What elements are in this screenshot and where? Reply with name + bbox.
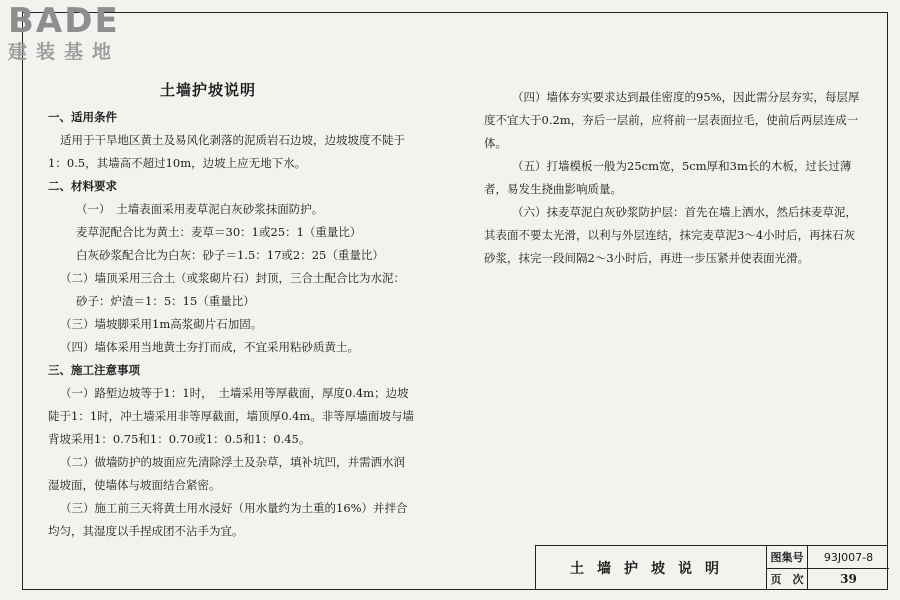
page-number-value: 39 bbox=[840, 572, 857, 586]
page-number-label: 页 次 bbox=[767, 568, 808, 590]
section-heading: 三、施工注意事项 bbox=[48, 363, 140, 377]
paragraph: 白灰砂浆配合比为白灰：砂子＝1.5：17或2：25（重量比） bbox=[76, 248, 384, 262]
title-block bbox=[535, 545, 888, 590]
atlas-number-value: 93J007-8 bbox=[823, 550, 874, 564]
paragraph: （四）墙体夯实要求达到最佳密度的95%，因此需分层夯实，每层厚度不宜大于0.2m，夯后一层前，应将前一层表面拉毛，使前后两层连成一体。 bbox=[484, 90, 860, 150]
paragraph: （六）抹麦草泥白灰砂浆防护层：首先在墙上洒水，然后抹麦草泥，其表面不要太光滑，以利与外层连结，抹完麦草泥3～4小时后，再抹石灰砂浆，抹完一段间隔2～3小时后，再进一步压紧并使表面光滑。 bbox=[484, 205, 857, 265]
paragraph: 适用于干旱地区黄土及易风化剥落的泥质岩石边坡，边坡坡度不陡于1：0.5，其墙高不超过10m，边坡上应无地下水。 bbox=[48, 133, 405, 170]
paragraph: （四）墙体采用当地黄土夯打而成，不宜采用粘砂质黄土。 bbox=[60, 340, 359, 354]
watermark-logo bbox=[8, 1, 121, 63]
right-text-column bbox=[484, 86, 864, 270]
page-number-row bbox=[767, 568, 889, 590]
paragraph: （一）路堑边坡等于1：1时， 土墙采用等厚截面，厚度0.4m；边坡陡于1：1时，冲土墙采用非等厚截面，墙顶厚0.4m。非等厚墙面坡与墙背坡采用1：0.75和1：0.70或1：0.5和1：0.45。 bbox=[48, 386, 414, 446]
logo-subtitle: 建装基地 bbox=[8, 41, 121, 63]
paragraph: （三）施工前三天将黄土用水浸好（用水量约为土重的16%）并拌合均匀，其湿度以手捏成团不沾手为宜。 bbox=[48, 501, 408, 538]
section-heading: 一、适用条件 bbox=[48, 110, 117, 124]
paragraph: 砂子：炉渣＝1：5：15（重量比） bbox=[76, 294, 255, 308]
title-block-name: 土墙护坡说明 bbox=[536, 546, 767, 590]
paragraph: （一） 土墙表面采用麦草泥白灰砂浆抹面防护。 bbox=[76, 202, 324, 216]
left-text-column bbox=[48, 106, 416, 543]
paragraph: （二）墙顶采用三合土（或浆砌片石）封顶，三合土配合比为水泥： bbox=[60, 271, 405, 285]
paragraph: 麦草泥配合比为黄土：麦草＝30：1或25：1（重量比） bbox=[76, 225, 362, 239]
section-heading: 二、材料要求 bbox=[48, 179, 117, 193]
logo-mark: BADE bbox=[8, 1, 120, 41]
atlas-number-label: 图集号 bbox=[767, 546, 808, 568]
paragraph: （三）墙坡脚采用1m高浆砌片石加固。 bbox=[60, 317, 263, 331]
paragraph: （五）打墙模板一般为25cm宽，5cm厚和3m长的木板，过长过薄者，易发生挠曲影响质量。 bbox=[484, 159, 852, 196]
page-title: 土墙护坡说明 bbox=[160, 81, 257, 99]
paragraph: （二）做墙防护的坡面应先清除浮土及杂草，填补坑凹，并需洒水润湿坡面，使墙体与坡面结合紧密。 bbox=[48, 455, 405, 492]
atlas-number-row bbox=[767, 546, 889, 569]
